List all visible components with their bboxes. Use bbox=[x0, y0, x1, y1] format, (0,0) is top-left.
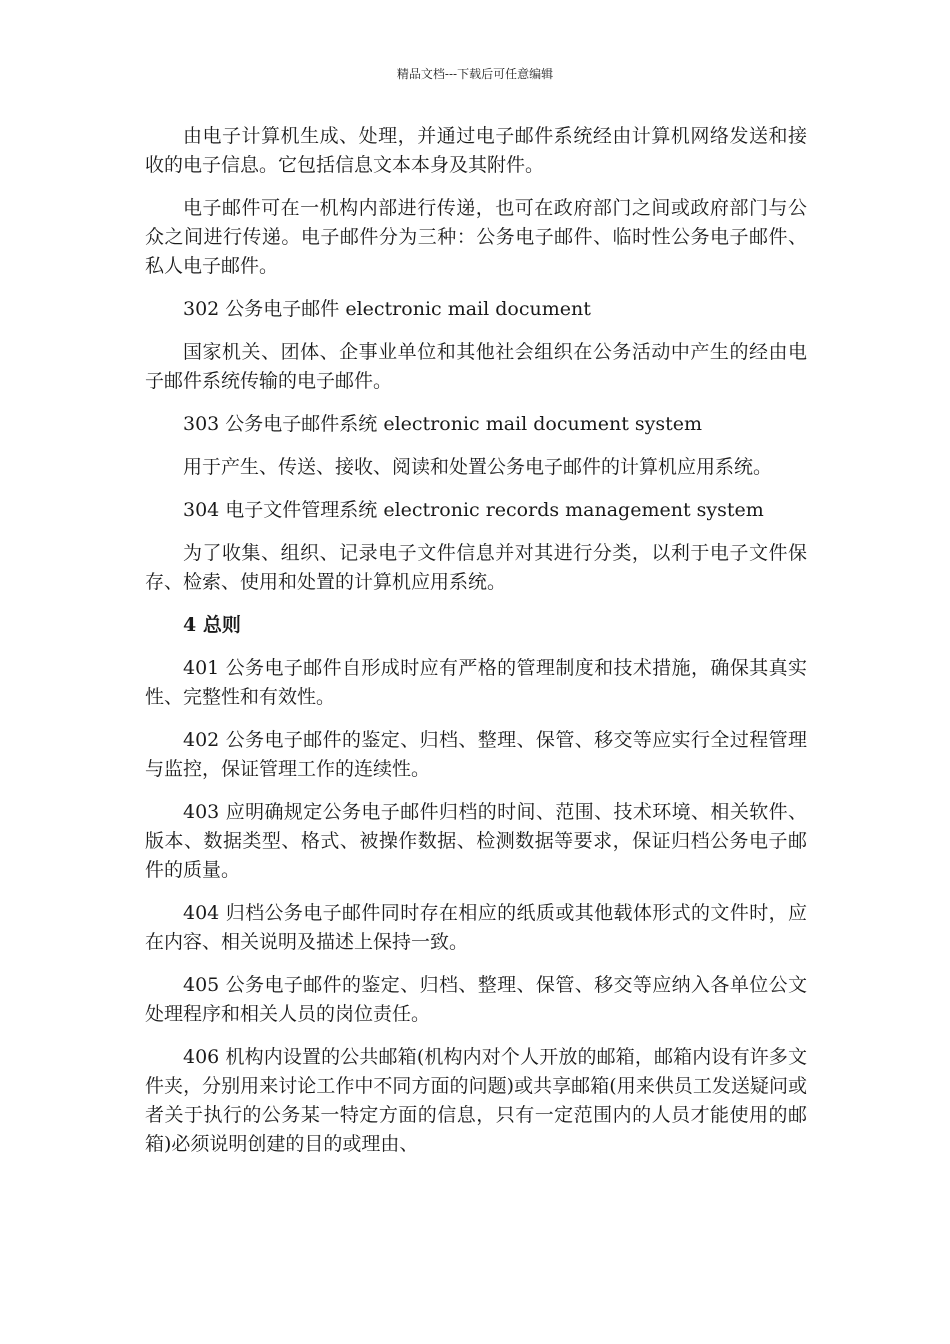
document-body bbox=[145, 122, 807, 1173]
clause-405: 405 公务电子邮件的鉴定、归档、整理、保管、移交等应纳入各单位公文处理程序和相关人员的岗位责任。 bbox=[145, 974, 807, 1025]
paragraph-email-types: 电子邮件可在一机构内部进行传递，也可在政府部门之间或政府部门与公众之间进行传递。电子邮件分为三种：公务电子邮件、临时性公务电子邮件、私人电子邮件。 bbox=[145, 197, 807, 277]
paragraph-302-definition: 国家机关、团体、企事业单位和其他社会组织在公务活动中产生的经由电子邮件系统传输的电子邮件。 bbox=[145, 341, 807, 392]
clause-402: 402 公务电子邮件的鉴定、归档、整理、保管、移交等应实行全过程管理与监控，保证管理工作的连续性。 bbox=[145, 729, 807, 780]
term-303: 303 公务电子邮件系统 electronic mail document system bbox=[183, 413, 703, 435]
page-header: 精品文档---下载后可任意编辑 bbox=[396, 67, 554, 81]
clause-404: 404 归档公务电子邮件同时存在相应的纸质或其他载体形式的文件时，应在内容、相关说明及描述上保持一致。 bbox=[145, 902, 807, 953]
paragraph-304-definition: 为了收集、组织、记录电子文件信息并对其进行分类，以利于电子文件保存、检索、使用和处置的计算机应用系统。 bbox=[145, 542, 807, 593]
clause-403: 403 应明确规定公务电子邮件归档的时间、范围、技术环境、相关软件、版本、数据类型、格式、被操作数据、检测数据等要求，保证归档公务电子邮件的质量。 bbox=[145, 801, 807, 881]
term-304: 304 电子文件管理系统 electronic records management system bbox=[183, 499, 764, 521]
clause-406: 406 机构内设置的公共邮箱(机构内对个人开放的邮箱，邮箱内设有许多文件夹，分别用来讨论工作中不同方面的问题)或共享邮箱(用来供员工发送疑问或者关于执行的公务某一特定方面的信息，只有一定范围内的人员才能使用的邮箱)必须说明创建的目的或理由、 bbox=[145, 1046, 807, 1155]
section-heading-general: 4 总则 bbox=[183, 614, 241, 636]
clause-401: 401 公务电子邮件自形成时应有严格的管理制度和技术措施，确保其真实性、完整性和有效性。 bbox=[145, 657, 807, 708]
term-302: 302 公务电子邮件 electronic mail document bbox=[183, 298, 591, 320]
paragraph-303-definition: 用于产生、传送、接收、阅读和处置公务电子邮件的计算机应用系统。 bbox=[183, 456, 773, 478]
paragraph-email-definition: 由电子计算机生成、处理，并通过电子邮件系统经由计算机网络发送和接收的电子信息。它包括信息文本本身及其附件。 bbox=[145, 125, 807, 176]
